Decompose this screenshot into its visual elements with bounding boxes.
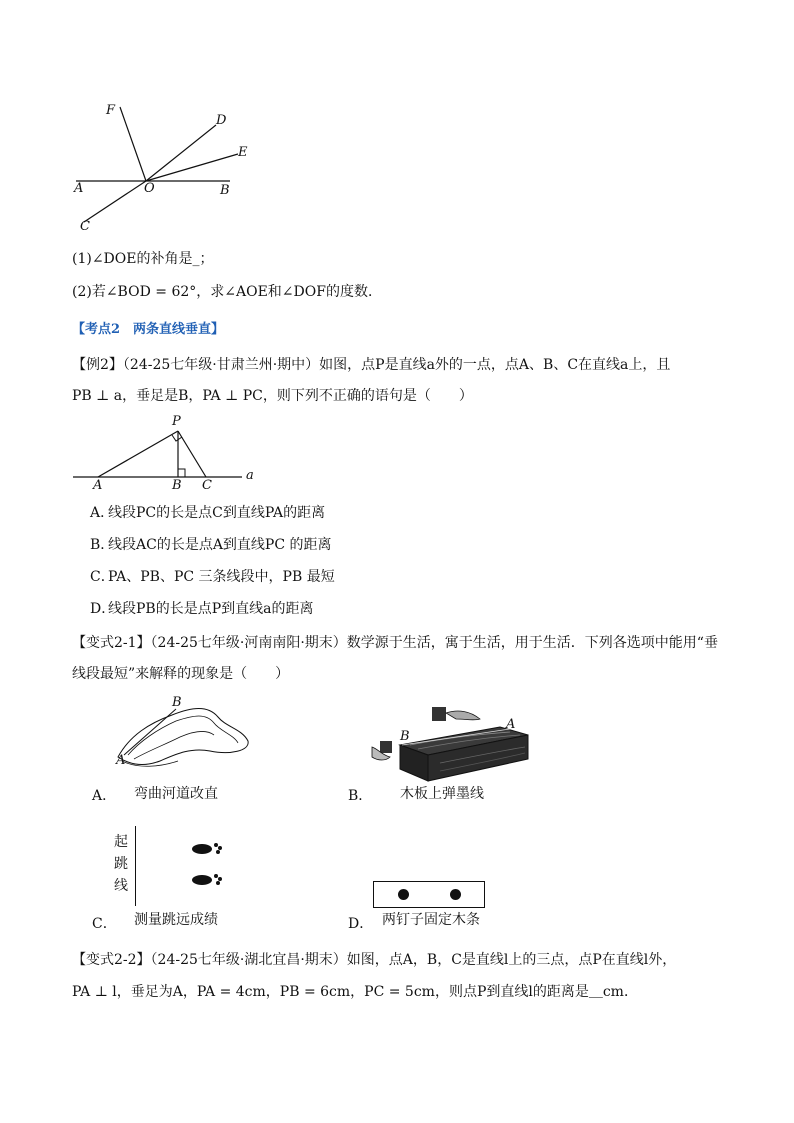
nail-board-illustration <box>373 881 485 908</box>
nail-icon <box>450 889 461 900</box>
question-1: (1)∠DOE的补角是_； <box>72 251 214 267</box>
label-D: D <box>216 113 227 128</box>
side-text-2: 跳 <box>114 856 128 872</box>
takeoff-line <box>135 826 136 906</box>
caption-B: 木板上弹墨线 <box>400 786 484 802</box>
label-B: B <box>400 729 410 744</box>
caption-A: 弯曲河道改直 <box>134 786 218 802</box>
label-F: F <box>106 103 116 118</box>
side-text-1: 起 <box>114 834 128 850</box>
choice-B[interactable]: B． <box>348 788 373 804</box>
variant22-line1: 【变式2-2】（24-25七年级·湖北宜昌·期末）如图，点A，B，C是直线l上的三点，点P在直线l外， <box>72 952 677 968</box>
label-C: C <box>202 478 212 493</box>
question-2: (2)若∠BOD = 62°，求∠AOE和∠DOF的度数． <box>72 284 382 300</box>
example2-line1: 【例2】（24-25七年级·甘肃兰州·期中）如图，点P是直线a外的一点，点A、B、C在直线a上，且 <box>72 357 671 373</box>
variant21-line1: 【变式2-1】（24-25七年级·河南南阳·期末）数学源于生活，寓于生活，用于生活．下列各选项中能用“垂 <box>72 635 718 651</box>
label-A: A <box>93 478 103 493</box>
example2-line2: PB ⊥ a，垂足是B，PA ⊥ PC，则下列不正确的语句是（ ） <box>72 388 473 404</box>
variant21-line2: 线段最短”来解释的现象是（ ） <box>72 666 290 682</box>
caption-D: 两钉子固定木条 <box>382 912 480 928</box>
option-C[interactable]: C．PA、PB、PC 三条线段中，PB 最短 <box>90 569 335 585</box>
figure-angles <box>70 95 270 240</box>
label-B: B <box>172 695 182 710</box>
label-O: O <box>144 181 155 196</box>
variant22-line2: PA ⊥ l，垂足为A，PA = 4cm，PB = 6cm，PC = 5cm，则点P到直线l的距离是＿cm． <box>72 984 638 1000</box>
label-B: B <box>220 183 230 198</box>
long-jump-illustration <box>110 826 240 908</box>
option-A[interactable]: A．线段PC的长是点C到直线PA的距离 <box>90 505 326 521</box>
label-A: A <box>74 181 84 196</box>
footprint-icon <box>188 840 228 890</box>
label-A: A <box>116 753 126 768</box>
choice-C[interactable]: C． <box>92 916 117 932</box>
choice-A[interactable]: A． <box>92 788 117 804</box>
caption-C: 测量跳远成绩 <box>134 912 218 928</box>
label-P: P <box>172 414 181 429</box>
option-D[interactable]: D．线段PB的长是点P到直线a的距离 <box>90 601 314 617</box>
wood-board-illustration <box>370 705 530 785</box>
figure-triangle <box>70 414 270 496</box>
label-C: C <box>80 219 90 234</box>
river-illustration <box>110 695 260 775</box>
label-E: E <box>238 145 248 160</box>
label-a: a <box>246 468 254 483</box>
choice-D[interactable]: D． <box>348 916 374 932</box>
label-B: B <box>172 478 182 493</box>
side-text-3: 线 <box>114 878 128 894</box>
nail-icon <box>398 889 409 900</box>
option-B[interactable]: B．线段AC的长是点A到直线PC 的距离 <box>90 537 332 553</box>
label-A: A <box>506 717 516 732</box>
section-heading: 【考点2 两条直线垂直】 <box>72 322 225 337</box>
